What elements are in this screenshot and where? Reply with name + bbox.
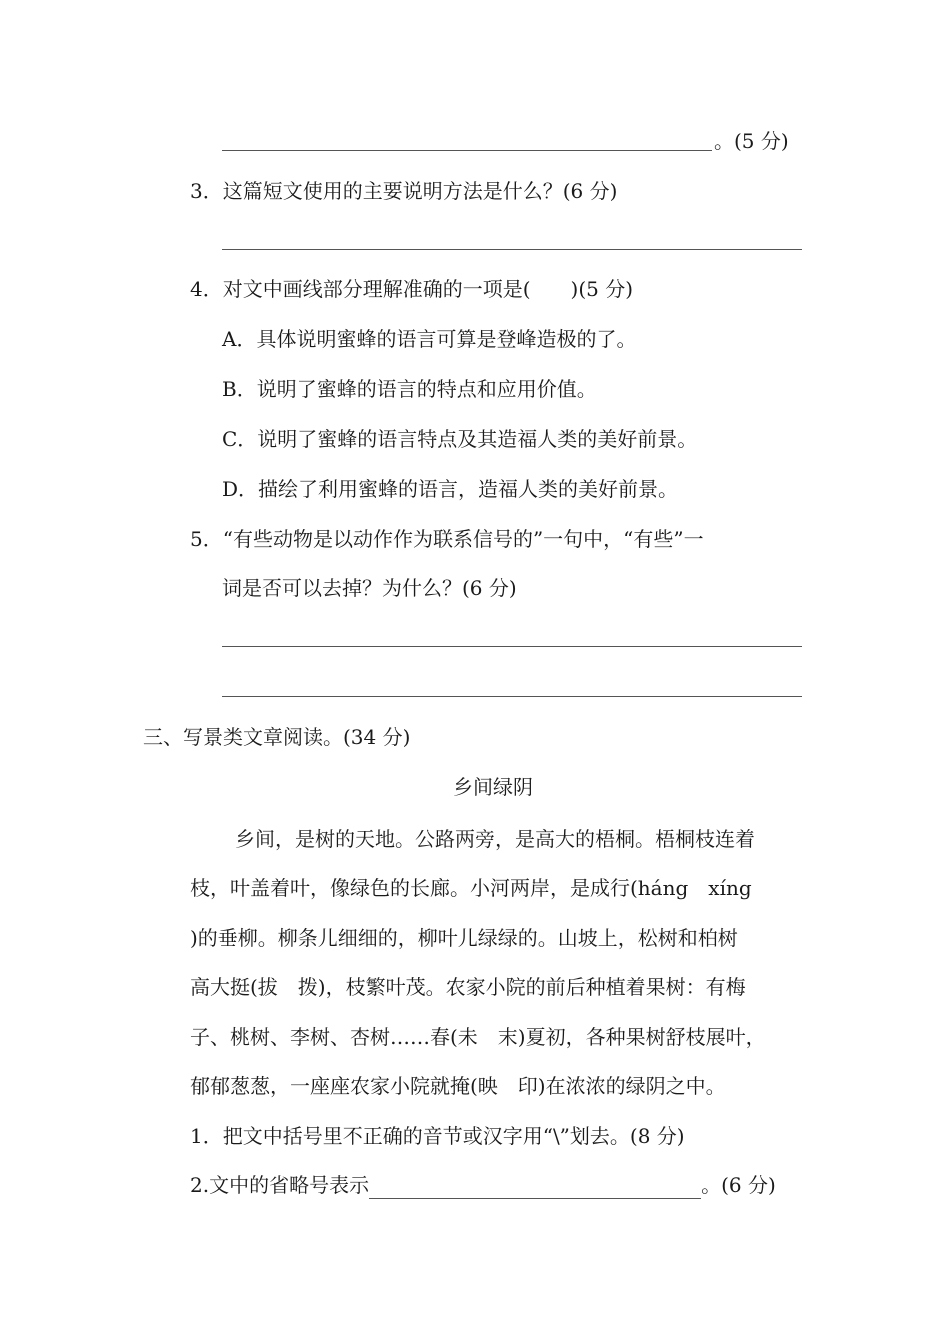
question-3: 3．这篇短文使用的主要说明方法是什么？(6 分) bbox=[190, 179, 618, 203]
answer-line-q5-2 bbox=[222, 696, 802, 697]
q4-option-c: C．说明了蜜蜂的语言特点及其造福人类的美好前景。 bbox=[222, 427, 698, 451]
q4-option-b: B．说明了蜜蜂的语言的特点和应用价值。 bbox=[222, 377, 597, 401]
q4-option-a: A．具体说明蜜蜂的语言可算是登峰造极的了。 bbox=[222, 327, 637, 351]
passage-question-1: 1．把文中括号里不正确的音节或汉字用“\”划去。(8 分) bbox=[190, 1124, 685, 1148]
question-5-line1: 5．“有些动物是以动作作为联系信号的”一句中，“有些”一 bbox=[190, 527, 704, 551]
passage-line-5: 子、桃树、李树、杏树……春(未 末)夏初，各种果树舒枝展叶， bbox=[190, 1025, 766, 1049]
answer-line-top bbox=[222, 150, 712, 151]
question-4: 4．对文中画线部分理解准确的一项是( )(5 分) bbox=[190, 277, 634, 301]
passage-line-4: 高大挺(拔 拨)，枝繁叶茂。农家小院的前后种植着果树：有梅 bbox=[190, 975, 746, 999]
answer-line-q3 bbox=[222, 249, 802, 250]
passage-line-3: )的垂柳。柳条儿细细的，柳叶儿绿绿的。山坡上，松树和柏树 bbox=[190, 926, 738, 950]
passage-title: 乡间绿阴 bbox=[453, 775, 533, 799]
q4-option-d: D．描绘了利用蜜蜂的语言，造福人类的美好前景。 bbox=[222, 477, 679, 501]
top-line-score: 。(5 分) bbox=[714, 129, 789, 153]
passage-question-2-prefix: 2.文中的省略号表示 bbox=[190, 1173, 370, 1197]
question-5-line2: 词是否可以去掉？为什么？(6 分) bbox=[222, 576, 517, 600]
passage-line-2: 枝，叶盖着叶，像绿色的长廊。小河两岸，是成行(háng xíng bbox=[190, 876, 752, 900]
passage-question-2 bbox=[190, 1171, 776, 1199]
passage-line-1: 乡间，是树的天地。公路两旁，是高大的梧桐。梧桐枝连着 bbox=[235, 827, 755, 851]
answer-line-q5-1 bbox=[222, 646, 802, 647]
passage-line-6: 郁郁葱葱，一座座农家小院就掩(映 印)在浓浓的绿阴之中。 bbox=[190, 1074, 726, 1098]
passage-question-2-suffix: 。(6 分) bbox=[701, 1173, 776, 1197]
answer-blank-q2 bbox=[369, 1176, 701, 1199]
section-3-heading: 三、写景类文章阅读。(34 分) bbox=[143, 725, 411, 749]
